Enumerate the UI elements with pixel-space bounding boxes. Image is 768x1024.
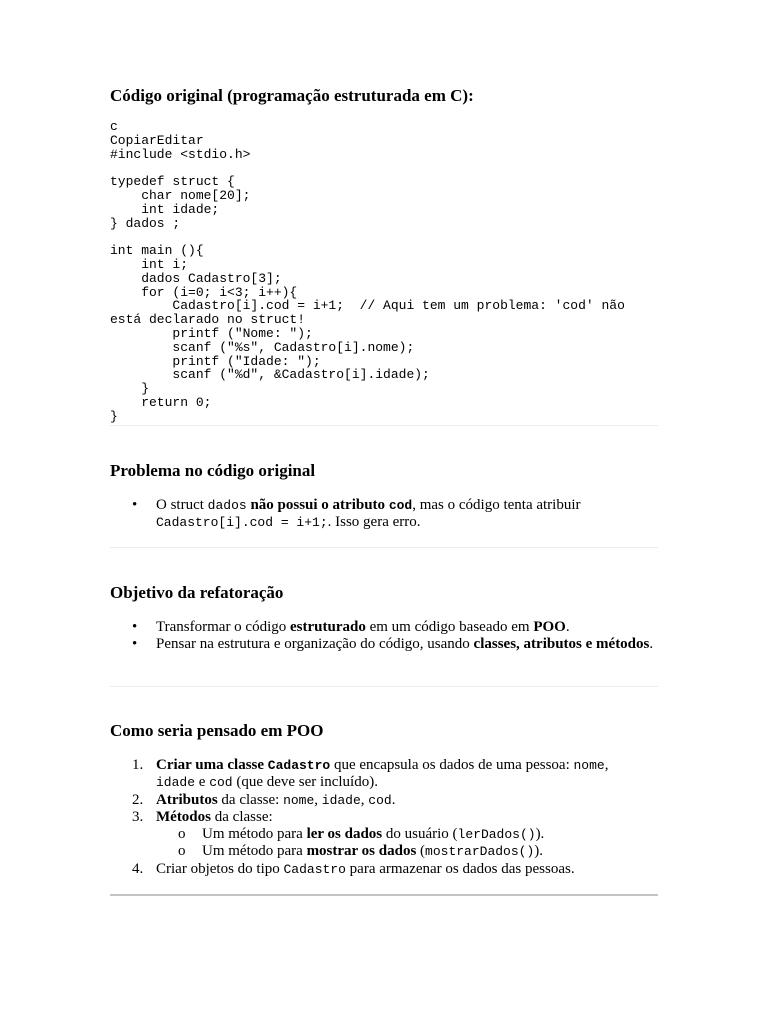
list-item: 4. Criar objetos do tipo Cadastro para armazenar os dados das pessoas. [132, 860, 575, 877]
methods-sublist [156, 826, 658, 861]
list-item: 2. Atributos da classe: nome, idade, cod. [132, 791, 396, 808]
problem-list [110, 497, 658, 532]
bullet-icon: • [132, 636, 138, 653]
section-title-objective: Objetivo da refatoração [110, 583, 284, 602]
objective-list [110, 619, 658, 654]
section-title-original-code: Código original (programação estruturada em C): [110, 86, 474, 105]
code-block: c CopiarEditar #include <stdio.h> typedef struct { char nome[20]; int idade; } dados ; int main (){ int i; dados Cadastro[3]; for (i=0; i<3; i++){ Cadastro[i].cod = i+1; // Aqui tem um problema: 'cod' não está declarado no struct! printf ("Nome: "); scanf ("%s", Cadastro[i].nome); printf ("Idade: "); scanf ("%d", &Cadastro[i].idade); } return 0; } [110, 119, 625, 424]
circle-bullet-icon: o [178, 826, 186, 843]
bullet-icon: • [132, 619, 138, 635]
sub-list-item: o Um método para mostrar os dados (mostrarDados()). [178, 843, 544, 860]
bullet-icon: • [132, 497, 138, 513]
list-item: • Pensar na estrutura e organização do código, usando classes, atributos e métodos. [132, 636, 654, 653]
list-number: 3. [132, 808, 144, 825]
list-item: 3. Métodos da classe: o Um método para ler os dados do usuário (lerDados()). o Um método para mostrar os dados (mostrarDados()). [110, 809, 658, 861]
divider [110, 547, 658, 548]
list-item: 1. Criar uma classe Cadastro que encapsula os dados de uma pessoa: nome, idade e cod (que deve ser incluído). [132, 757, 609, 791]
divider [110, 894, 658, 896]
section-title-oop: Como seria pensado em POO [110, 721, 324, 740]
section-title-problem: Problema no código original [110, 461, 316, 480]
divider [110, 425, 658, 426]
list-number: 1. [132, 757, 144, 773]
divider [110, 686, 658, 687]
sub-list-item: o Um método para ler os dados do usuário (lerDados()). [178, 826, 545, 843]
oop-steps-list [110, 757, 658, 878]
circle-bullet-icon: o [178, 843, 186, 860]
list-number: 4. [132, 860, 144, 877]
list-item: • Transformar o código estruturado em um código baseado em POO. [132, 619, 570, 635]
list-number: 2. [132, 791, 144, 808]
list-item: • O struct dados não possui o atributo cod, mas o código tenta atribuir Cadastro[i].cod = i+1;. Isso gera erro. [132, 497, 581, 531]
